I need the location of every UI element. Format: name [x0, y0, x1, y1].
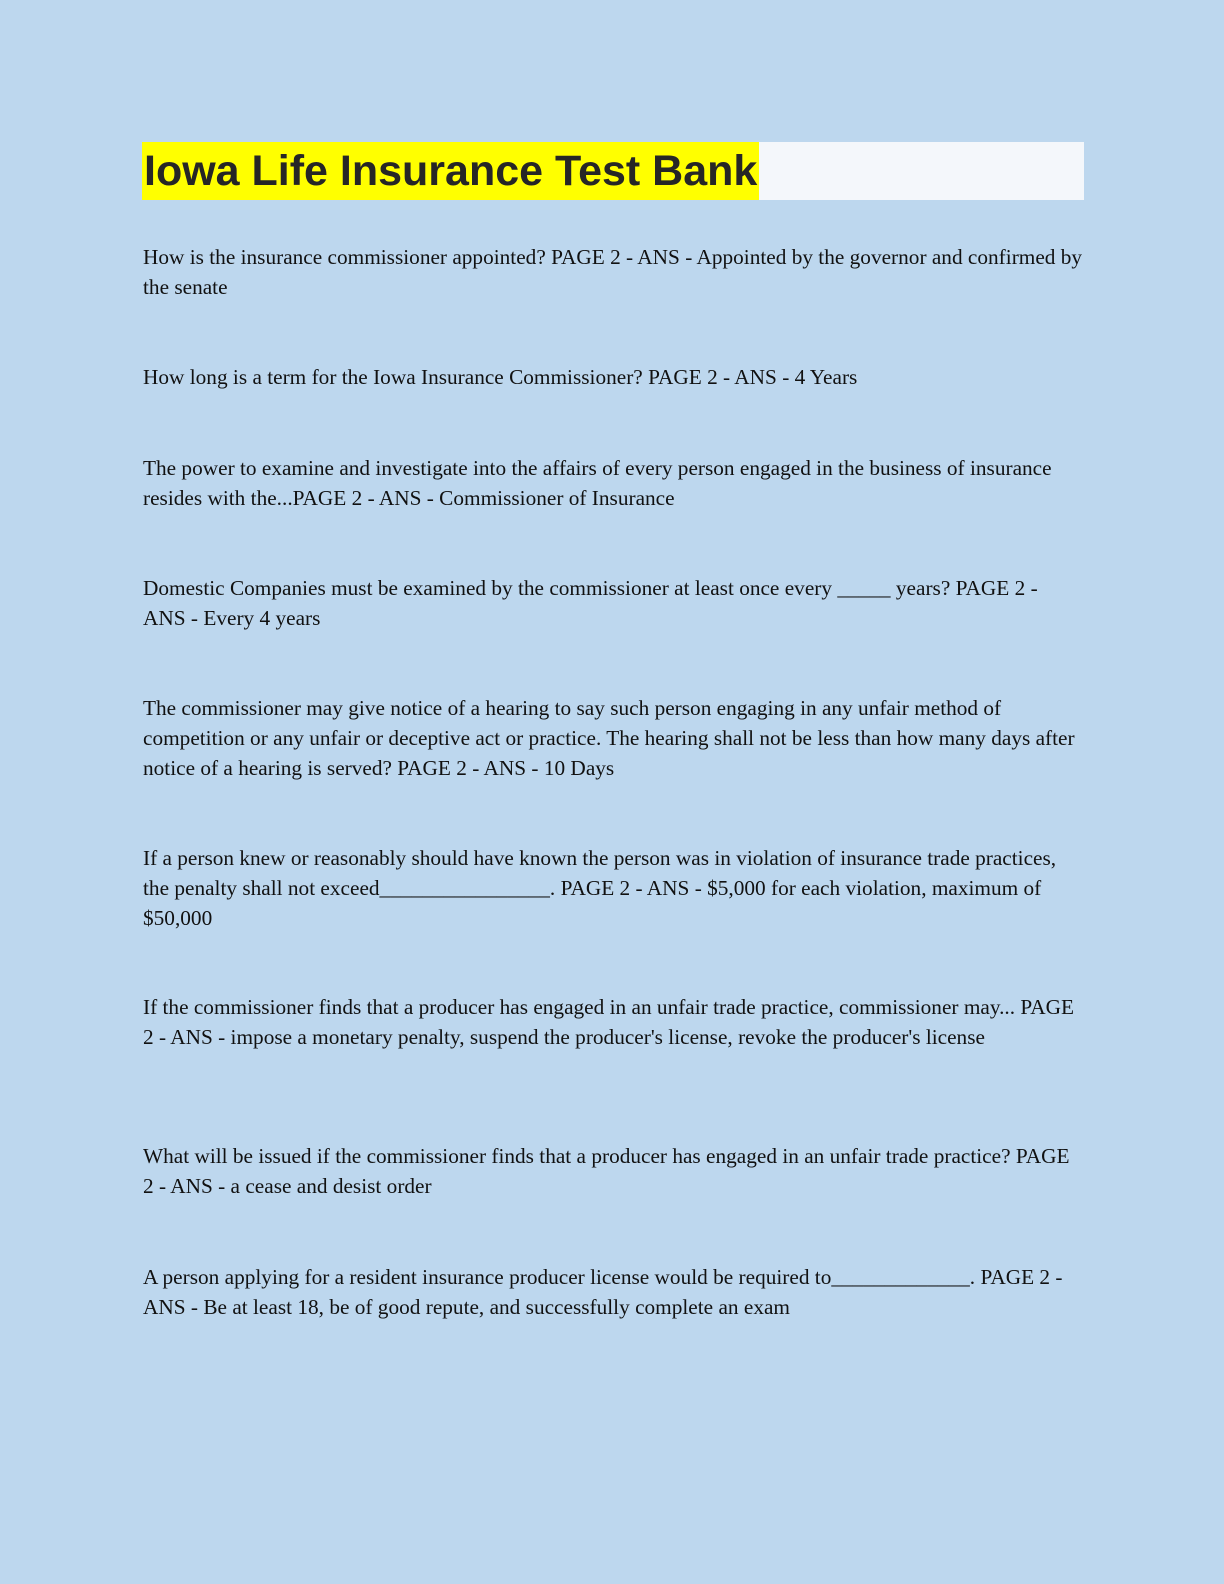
question-answer-3: The power to examine and investigate into the affairs of every person engaged in the business of insurance resides with the...PAGE 2 - ANS - Commissioner of Insurance	[143, 456, 1052, 510]
question-answer-7: If the commissioner finds that a producer has engaged in an unfair trade practice, commissioner may... PAGE 2 - ANS - impose a monetary penalty, suspend the producer's license, revoke the producer's license	[143, 995, 1075, 1049]
question-answer-6: If a person knew or reasonably should have known the person was in violation of insurance trade practices, the penalty shall not exceed________________. PAGE 2 - ANS - $5,000 for each violation, maximum of $50,000	[143, 846, 1057, 930]
question-answer-9: A person applying for a resident insurance producer license would be required to_____________. PAGE 2 - ANS - Be at least 18, be of good repute, and successfully complete an exam	[143, 1265, 1063, 1319]
question-answer-8: What will be issued if the commissioner finds that a producer has engaged in an unfair trade practice? PAGE 2 - ANS - a cease and desist order	[143, 1144, 1070, 1198]
question-answer-4: Domestic Companies must be examined by the commissioner at least once every _____ years? PAGE 2 - ANS - Every 4 years	[143, 576, 1038, 630]
document-title: Iowa Life Insurance Test Bank	[142, 142, 759, 200]
question-answer-2: How long is a term for the Iowa Insurance Commissioner? PAGE 2 - ANS - 4 Years	[143, 365, 858, 389]
question-answer-1: How is the insurance commissioner appointed? PAGE 2 - ANS - Appointed by the governor and confirmed by the senate	[143, 245, 1083, 299]
title-bar	[142, 142, 1084, 200]
question-answer-5: The commissioner may give notice of a hearing to say such person engaging in any unfair method of competition or any unfair or deceptive act or practice. The hearing shall not be less than how many days after notice of a hearing is served? PAGE 2 - ANS - 10 Days	[143, 696, 1075, 780]
